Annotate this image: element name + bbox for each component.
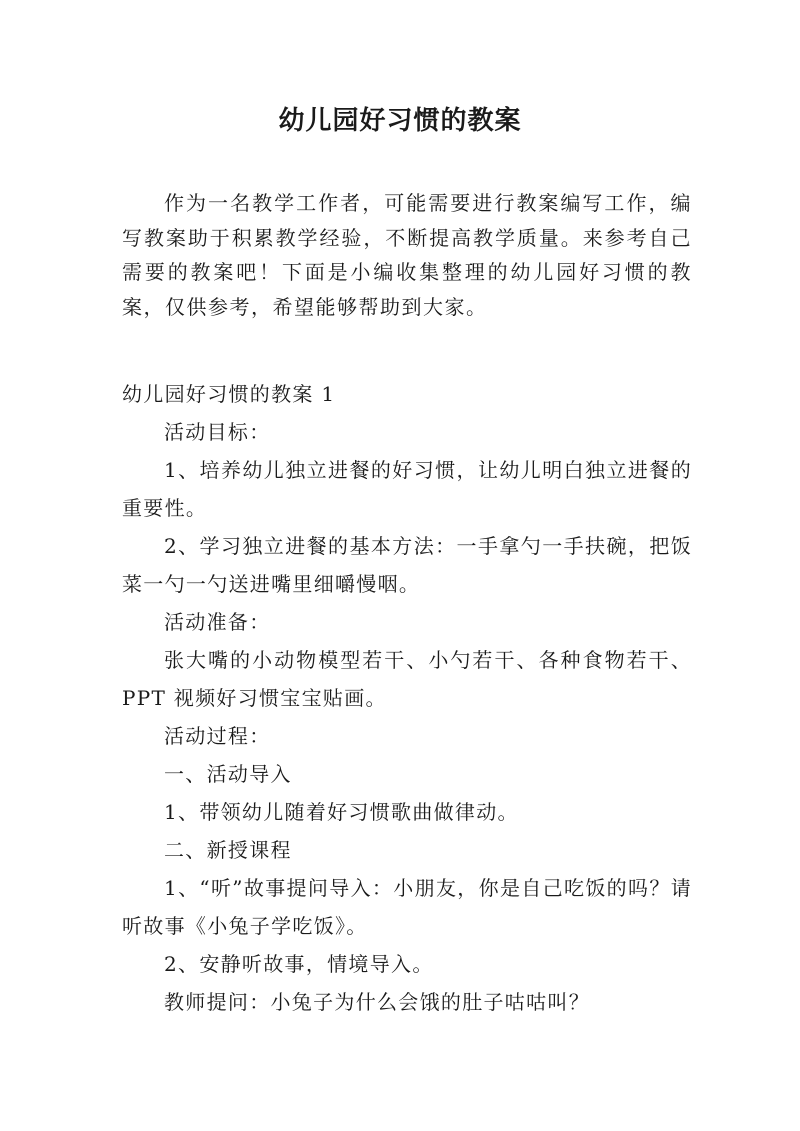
preparation-materials: 张大嘴的小动物模型若干、小勺若干、各种食物若干、PPT 视频好习惯宝宝贴画。 [122,648,692,710]
section-heading: 幼儿园好习惯的教案 1 [122,382,336,406]
goal-item-1: 1、培养幼儿独立进餐的好习惯，让幼儿明白独立进餐的重要性。 [122,458,692,520]
teacher-question: 教师提问：小兔子为什么会饿的肚子咕咕叫？ [164,990,590,1014]
step-item-2-1: 1、“听”故事提问导入：小朋友，你是自己吃饭的吗？请听故事《小兔子学吃饭》。 [122,876,692,938]
activity-preparation-label: 活动准备： [164,610,271,634]
step-heading-1: 一、活动导入 [164,762,292,786]
document-title: 幼儿园好习惯的教案 [278,106,522,136]
activity-goals-label: 活动目标： [164,420,271,444]
intro-paragraph: 作为一名教学工作者，可能需要进行教案编写工作，编写教案助于积累教学经验，不断提高教学质量。来参考自己需要的教案吧！下面是小编收集整理的幼儿园好习惯的教案，仅供参考，希望能够帮助到大家。 [122,191,692,319]
goal-item-2: 2、学习独立进餐的基本方法：一手拿勺一手扶碗，把饭菜一勺一勺送进嘴里细嚼慢咽。 [122,534,692,596]
step-item-2-2: 2、安静听故事，情境导入。 [164,952,434,976]
step-item-1: 1、带领幼儿随着好习惯歌曲做律动。 [164,800,519,824]
step-heading-2: 二、新授课程 [164,838,292,862]
activity-process-label: 活动过程： [164,724,271,748]
lesson-plan-body [122,375,692,1021]
